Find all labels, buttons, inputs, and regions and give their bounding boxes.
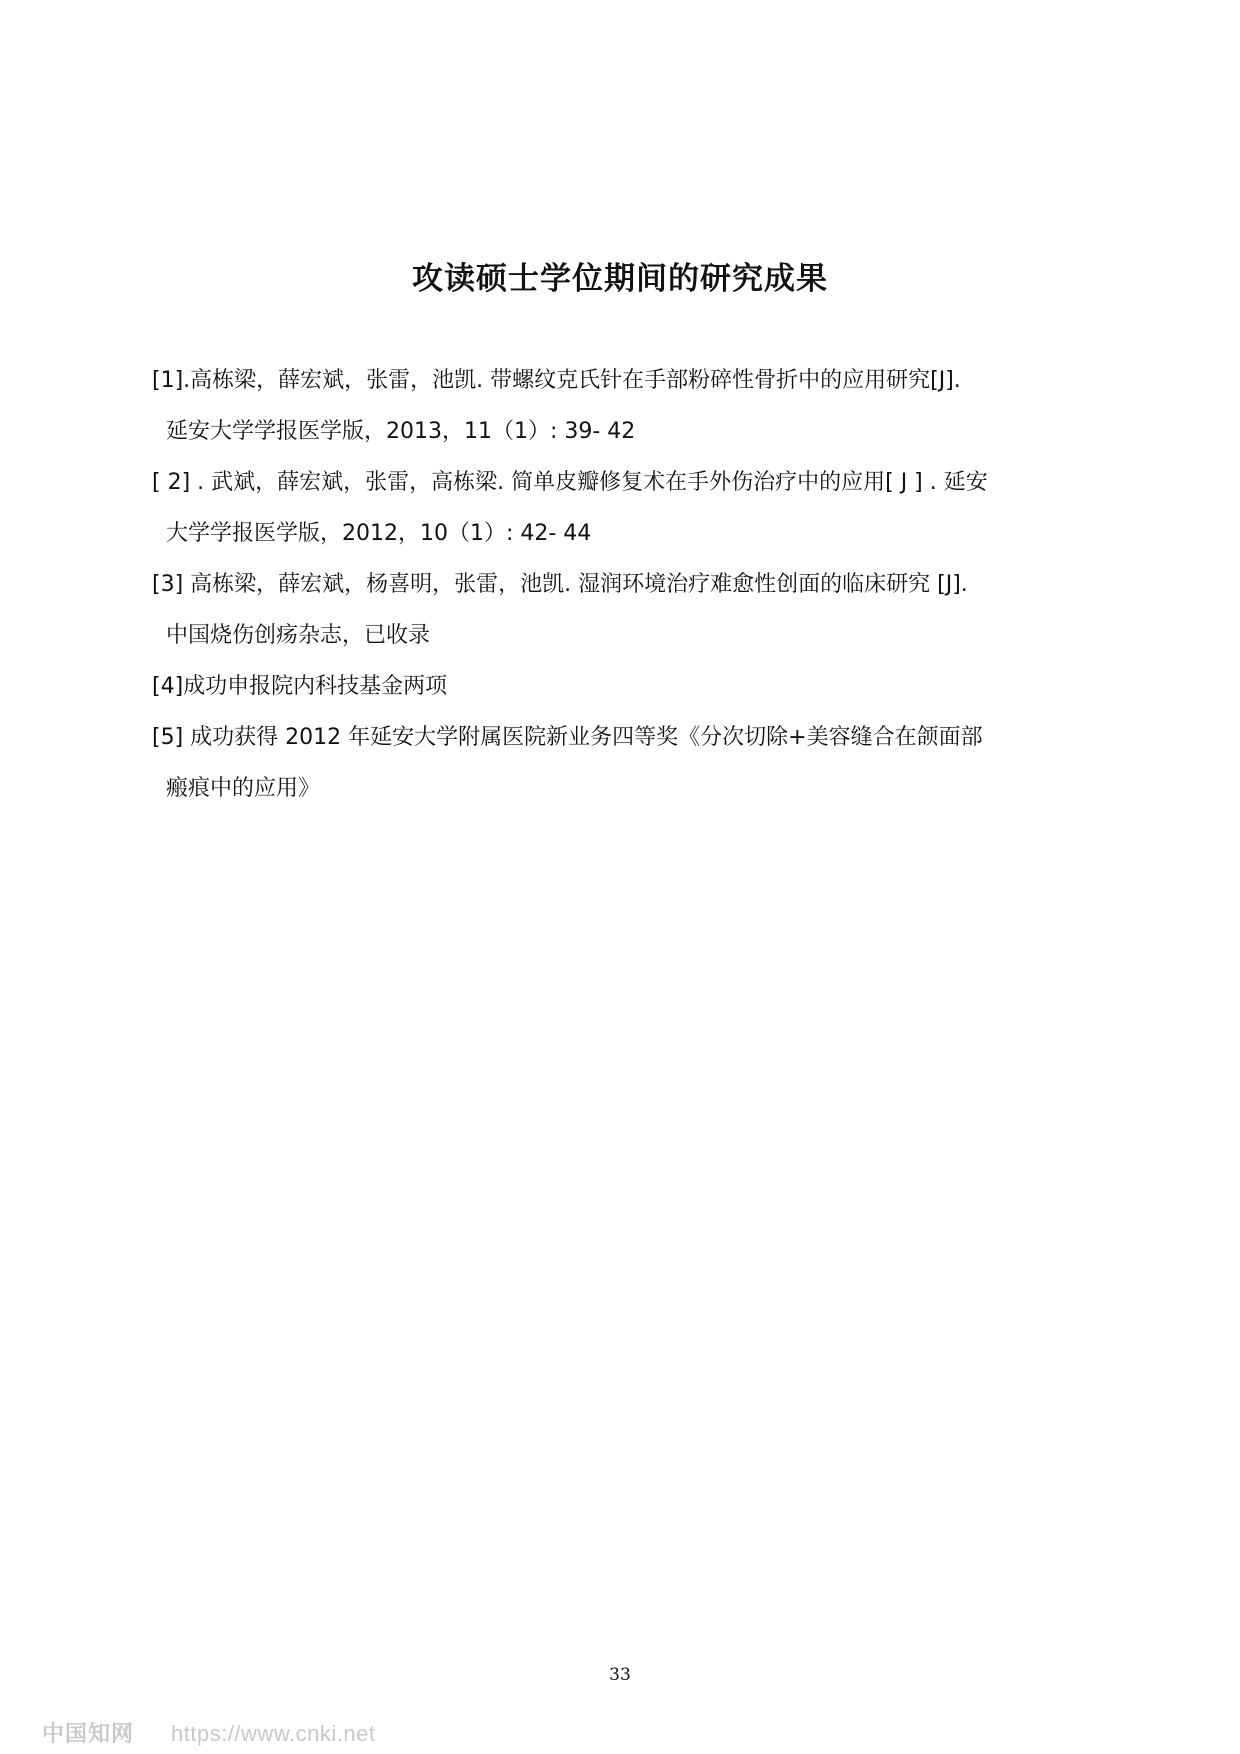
page-number: 33 bbox=[609, 1665, 631, 1685]
reference-line: 瘢痕中的应用》 bbox=[166, 776, 321, 801]
reference-line: [ 2] . 武斌，薛宏斌，张雷，高栋梁. 简单皮瓣修复术在手外伤治疗中的应用[ J ] . 延安 bbox=[152, 470, 988, 495]
reference-item-2 bbox=[152, 457, 1074, 559]
reference-item-4 bbox=[152, 661, 1074, 712]
reference-line: [3] 高栋梁，薛宏斌，杨喜明，张雷，池凯. 湿润环境治疗难愈性创面的临床研究 [J]. bbox=[152, 572, 968, 597]
reference-item-3 bbox=[152, 559, 1074, 661]
reference-line: 延安大学学报医学版，2013，11（1）: 39- 42 bbox=[166, 419, 636, 444]
watermark bbox=[42, 1717, 375, 1748]
watermark-logo: 中国知网 bbox=[42, 1722, 135, 1747]
reference-line: [1].高栋梁，薛宏斌，张雷，池凯. 带螺纹克氏针在手部粉碎性骨折中的应用研究[J]. bbox=[152, 368, 961, 393]
reference-line: 大学学报医学版，2012，10（1）: 42- 44 bbox=[166, 521, 592, 546]
reference-line: 中国烧伤创疡杂志，已收录 bbox=[166, 623, 431, 648]
section-title: 攻读硕士学位期间的研究成果 bbox=[412, 261, 828, 297]
watermark-url: https://www.cnki.net bbox=[171, 1721, 376, 1746]
reference-item-5 bbox=[152, 712, 1074, 814]
reference-line: [4]成功申报院内科技基金两项 bbox=[152, 674, 448, 699]
reference-list bbox=[152, 355, 1074, 814]
reference-item-1 bbox=[152, 355, 1074, 457]
reference-line: [5] 成功获得 2012 年延安大学附属医院新业务四等奖《分次切除+美容缝合在颌面部 bbox=[152, 725, 983, 750]
